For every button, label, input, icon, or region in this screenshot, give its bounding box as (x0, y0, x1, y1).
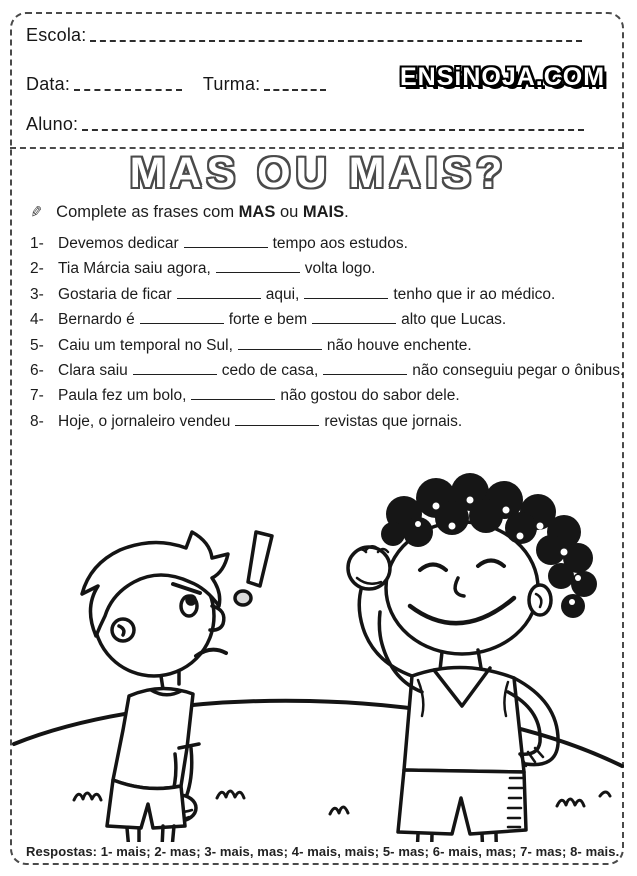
exercise-text: não gostou do sabor dele. (280, 387, 460, 405)
instruction-suffix: . (344, 203, 349, 221)
student-field-row (26, 114, 584, 134)
exercise-number: 6- (30, 361, 44, 379)
ensinoja-logo: ENSiNOJA.COM (400, 63, 606, 91)
exercise-text: não conseguiu pegar o ônibus. (412, 361, 625, 379)
answer-blank[interactable] (323, 363, 407, 375)
answer-blank[interactable] (177, 286, 261, 298)
page-title: MAS OU MAIS? (129, 149, 508, 197)
instruction-connector: ou (279, 203, 299, 221)
exercise-number: 4- (30, 311, 44, 329)
exercise-text: aqui, (265, 285, 300, 303)
exercise-text: tempo aos estudos. (272, 235, 408, 252)
tall-boy-shorts (398, 770, 526, 834)
exercise-text: Tia Márcia saiu agora, (58, 260, 211, 278)
pencil-icon: ✎ (28, 203, 44, 222)
student-label: Aluno: (26, 114, 79, 134)
exercise-text: cedo de casa, (221, 361, 319, 379)
small-boy (82, 532, 228, 842)
school-label: Escola: (26, 25, 87, 45)
small-boy-shorts (107, 780, 185, 828)
exercise-number: 7- (30, 387, 44, 405)
exercise-number: 2- (30, 260, 44, 278)
instruction-line (30, 203, 349, 222)
exercise-text: Clara saiu (58, 361, 128, 379)
tall-boy-legs (416, 834, 497, 842)
answer-key: Respostas: 1- mais; 2- mas; 3- mais, mas; 4- mais, mais; 5- mas; 6- mais, mas; 7- mas; 8- mais. (26, 844, 620, 859)
answer-blank[interactable] (191, 388, 275, 400)
school-field-row (26, 25, 582, 45)
answer-blank[interactable] (312, 312, 396, 324)
answer-blank[interactable] (133, 363, 217, 375)
illustration (12, 446, 624, 842)
exercise-item (30, 333, 614, 358)
exercise-list (30, 231, 625, 434)
instruction-prefix: Complete as frases com (56, 203, 235, 221)
exercise-text: revistas que jornais. (324, 412, 463, 430)
exercise-number: 3- (30, 285, 44, 303)
exercise-text: Gostaria de ficar (58, 285, 172, 303)
class-label: Turma: (202, 74, 261, 94)
exercise-text: tenho que ir ao médico. (393, 285, 556, 303)
exercise-text: Caiu um temporal no Sul, (58, 336, 233, 354)
small-boy-shirt (113, 688, 193, 788)
answer-blank[interactable] (238, 337, 322, 349)
exercise-item (30, 307, 614, 332)
date-class-row (26, 74, 326, 94)
exercise-item (30, 231, 614, 256)
student-write-line[interactable] (82, 129, 584, 131)
exercise-text: Devemos dedicar (58, 235, 179, 252)
exercise-text: Bernardo é (58, 311, 135, 329)
answer-blank[interactable] (140, 312, 224, 324)
exercise-text: não houve enchente. (326, 336, 472, 354)
date-write-line[interactable] (74, 89, 182, 91)
exercise-text: forte e bem (228, 311, 308, 329)
exercise-item (30, 383, 614, 408)
exercise-item (30, 256, 614, 281)
exercise-number: 5- (30, 336, 44, 354)
exclamation-mark (235, 532, 272, 605)
tall-boy-tank-top (404, 667, 524, 772)
exercise-text: volta logo. (304, 260, 376, 278)
tall-boy (342, 473, 597, 842)
exercise-number: 1- (30, 235, 44, 252)
school-write-line[interactable] (90, 40, 582, 42)
exercise-text: alto que Lucas. (401, 311, 507, 329)
instruction-word-mais: MAIS (302, 203, 345, 221)
exercise-text: Hoje, o jornaleiro vendeu (58, 412, 231, 430)
instruction-word-mas: MAS (238, 203, 276, 221)
answer-blank[interactable] (184, 236, 268, 248)
answer-blank[interactable] (304, 286, 388, 298)
answer-blank[interactable] (235, 413, 319, 425)
date-label: Data: (26, 74, 71, 94)
class-write-line[interactable] (264, 89, 326, 91)
exercise-item (30, 358, 625, 383)
exercise-number: 8- (30, 412, 44, 430)
answer-blank[interactable] (216, 261, 300, 273)
exercise-text: Paula fez um bolo, (58, 387, 187, 405)
exercise-item (30, 409, 614, 434)
exercise-item (30, 282, 614, 307)
